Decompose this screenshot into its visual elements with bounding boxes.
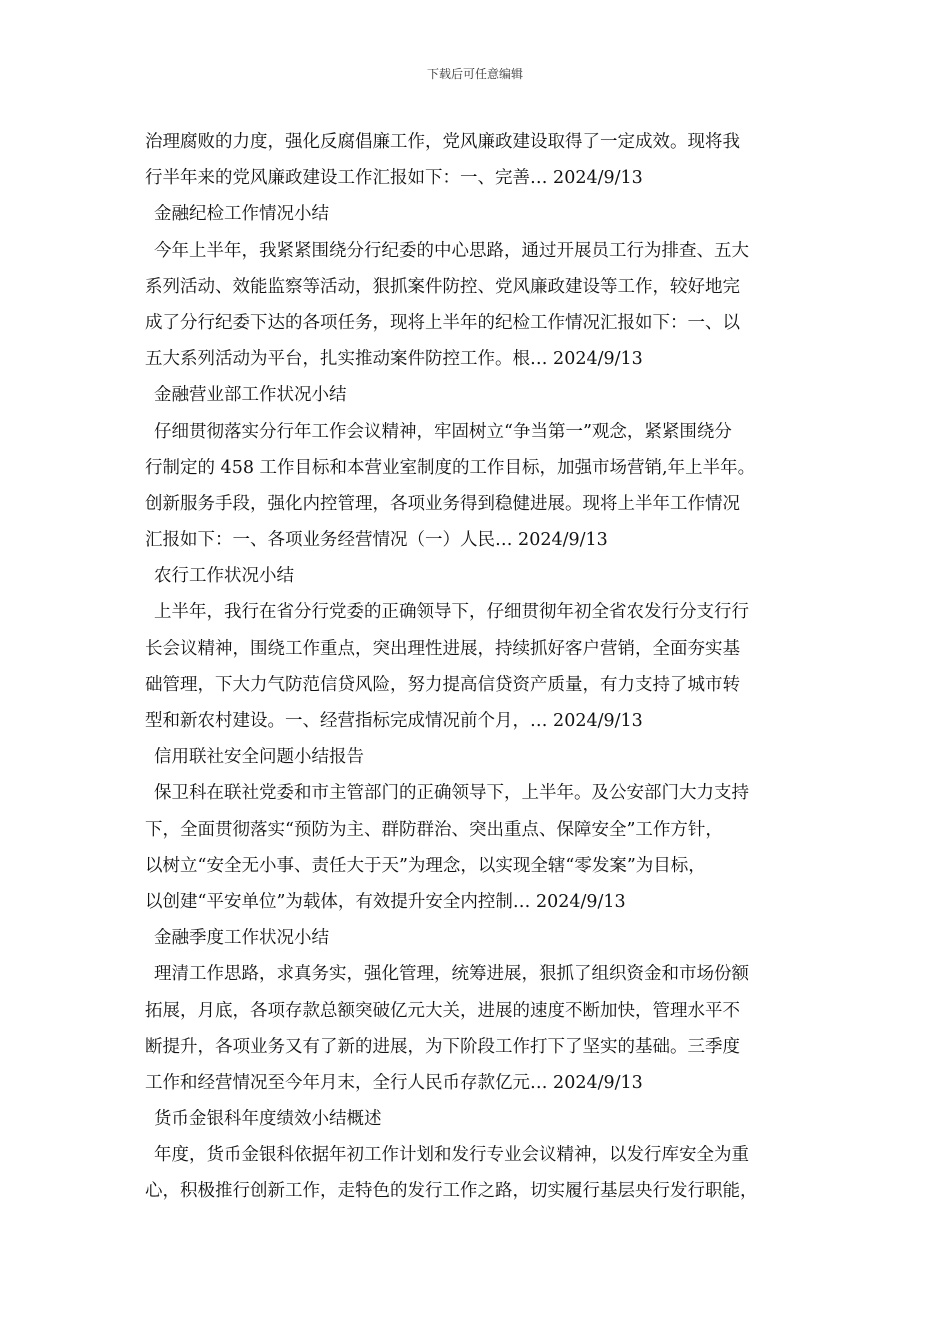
text-line: 理清工作思路，求真务实，强化管理，统筹进展，狠抓了组织资金和市场份额 <box>154 964 749 985</box>
article-title[interactable]: 货币金银科年度绩效小结概述 <box>154 1109 382 1130</box>
text-line: 拓展，月底，各项存款总额突破亿元大关，进展的速度不断加快，管理水平不 <box>145 1000 740 1021</box>
text-line: 年度，货币金银科依据年初工作计划和发行专业会议精神，以发行库安全为重 <box>154 1145 749 1166</box>
article-title[interactable]: 农行工作状况小结 <box>154 566 294 587</box>
text-line: 汇报如下：一、各项业务经营情况（一）人民… 2024/9/13 <box>145 530 608 551</box>
text-line: 创新服务手段，强化内控管理，各项业务得到稳健进展。现将上半年工作情况 <box>145 493 740 514</box>
article-title[interactable]: 信用联社安全问题小结报告 <box>154 747 364 768</box>
text-line: 以创建“平安单位”为载体，有效提升安全内控制… 2024/9/13 <box>145 891 626 912</box>
article-entry <box>145 196 813 377</box>
text-line: 系列活动、效能监察等活动，狠抓案件防控、党风廉政建设等工作，较好地完 <box>145 276 740 297</box>
article-entry <box>145 739 813 920</box>
text-line: 仔细贯彻落实分行年工作会议精神，牢固树立“争当第一”观念，紧紧围绕分 <box>154 421 732 442</box>
text-line: 以树立“安全无小事、责任大于天”为理念，以实现全辖“零发案”为目标， <box>145 855 706 876</box>
article-title[interactable]: 金融纪检工作情况小结 <box>154 204 329 225</box>
article-entry <box>145 377 813 558</box>
header-text: 下载后可任意编辑 <box>426 67 523 81</box>
document-body <box>145 124 813 1210</box>
text-line: 上半年，我行在省分行党委的正确领导下，仔细贯彻年初全省农发行分支行行 <box>154 602 749 623</box>
article-title[interactable]: 金融季度工作状况小结 <box>154 928 329 949</box>
text-line: 心，积极推行创新工作，走特色的发行工作之路，切实履行基层央行发行职能， <box>145 1181 758 1202</box>
article-entry <box>145 920 813 1101</box>
article-entry <box>145 558 813 739</box>
article-title[interactable]: 金融营业部工作状况小结 <box>154 385 347 406</box>
text-line: 成了分行纪委下达的各项任务，现将上半年的纪检工作情况汇报如下：一、以 <box>145 312 740 333</box>
text-line: 工作和经营情况至今年月末，全行人民币存款亿元… 2024/9/13 <box>145 1072 643 1093</box>
article-entry <box>145 1101 813 1210</box>
text-line: 治理腐败的力度，强化反腐倡廉工作，党风廉政建设取得了一定成效。现将我 <box>145 132 740 152</box>
text-line: 保卫科在联社党委和市主管部门的正确领导下，上半年。及公安部门大力支持 <box>154 783 749 804</box>
text-line: 今年上半年，我紧紧围绕分行纪委的中心思路，通过开展员工行为排查、五大 <box>154 240 749 261</box>
page-header <box>0 66 950 82</box>
text-line: 型和新农村建设。一、经营指标完成情况前个月，… 2024/9/13 <box>145 711 643 731</box>
text-line: 长会议精神，围绕工作重点，突出理性进展，持续抓好客户营销，全面夯实基 <box>145 638 740 659</box>
text-line: 断提升，各项业务又有了新的进展，为下阶段工作打下了坚实的基础。三季度 <box>145 1036 740 1057</box>
text-line: 下，全面贯彻落实“预防为主、群防群治、突出重点、保障安全”工作方针， <box>145 819 723 840</box>
text-line: 础管理，下大力气防范信贷风险，努力提高信贷资产质量，有力支持了城市转 <box>145 674 740 695</box>
text-line: 行半年来的党风廉政建设工作汇报如下：一、完善… 2024/9/13 <box>145 168 643 189</box>
intro-paragraph <box>145 124 813 196</box>
text-line: 行制定的 458 工作目标和本营业室制度的工作目标，加强市场营销,年上半年。 <box>145 457 756 478</box>
text-line: 五大系列活动为平台，扎实推动案件防控工作。根… 2024/9/13 <box>145 349 643 370</box>
